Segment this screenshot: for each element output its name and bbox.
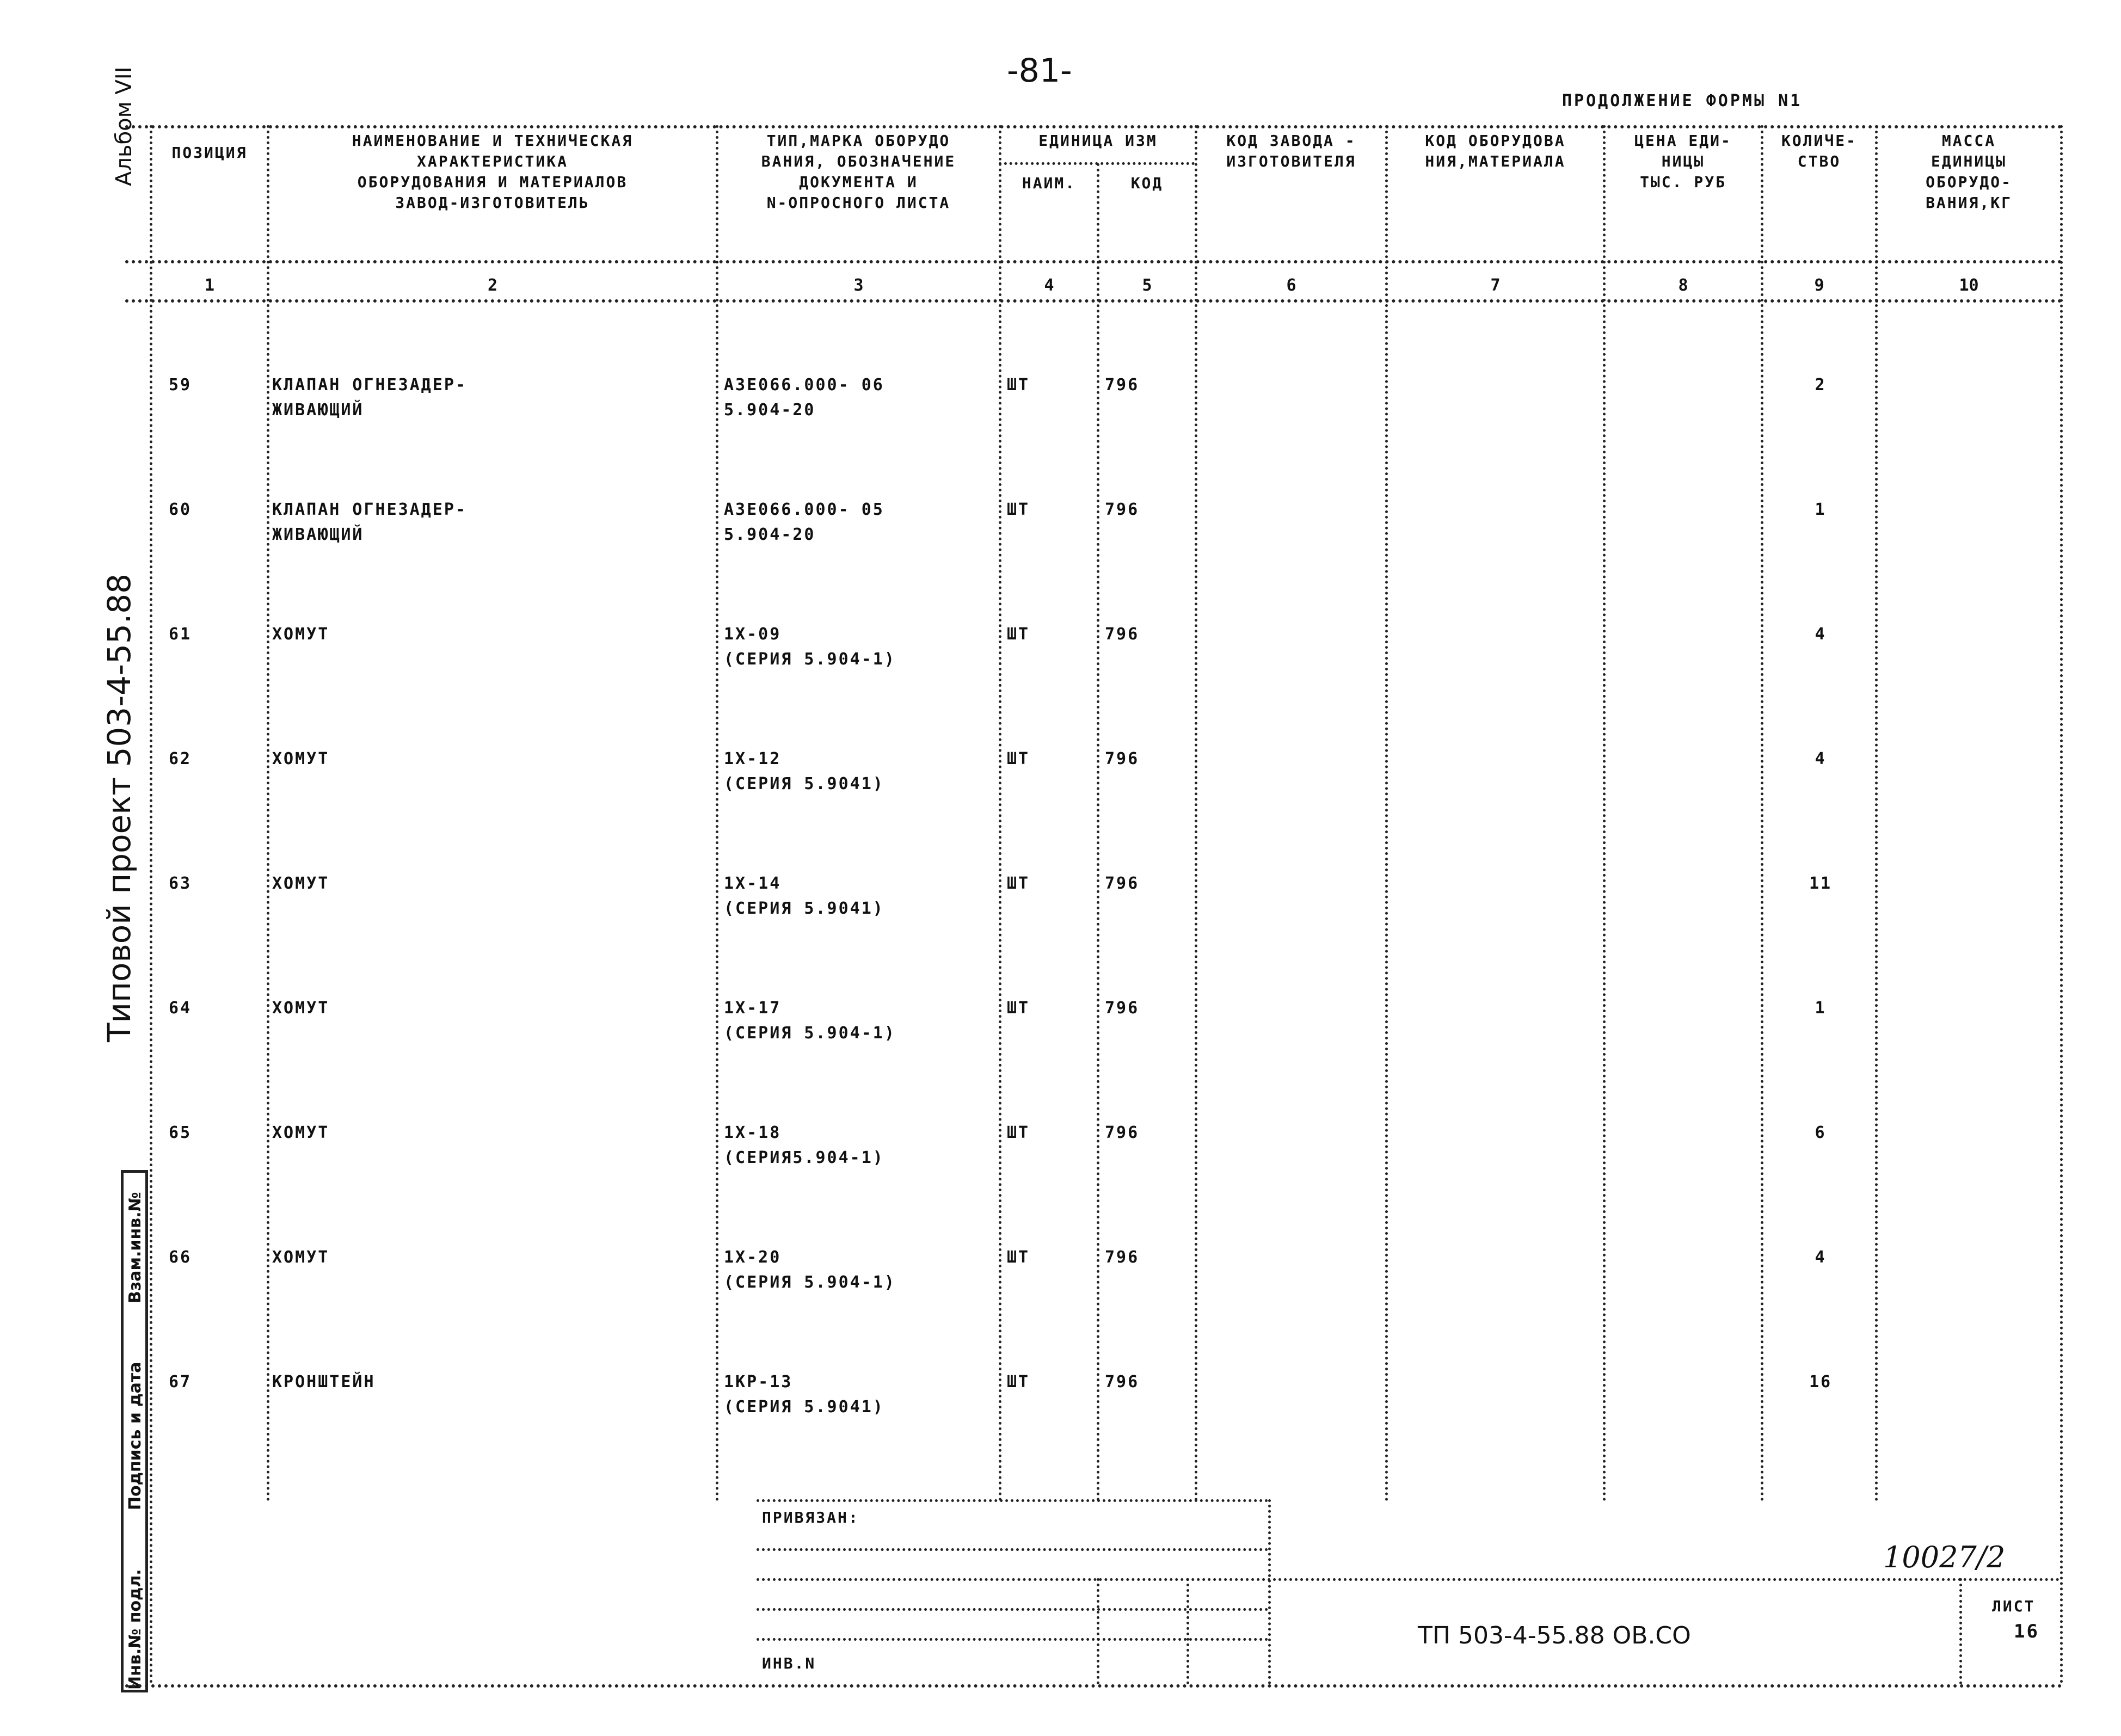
cell-position: 66 [169,1248,192,1267]
cell-quantity: 4 [1815,625,1827,644]
cell-type: 1Х-12 (СЕРИЯ 5.9041) [724,749,884,793]
stamp-line [757,1578,2060,1581]
cell-type: 1КР-13 (СЕРИЯ 5.9041) [724,1372,884,1417]
col-line [716,125,718,1502]
cell-code: 796 [1105,625,1140,644]
col-line [999,125,1001,1502]
cell-unit: ШТ [1007,1123,1030,1142]
cell-unit: ШТ [1007,500,1030,519]
page-number: -81- [1007,52,1072,90]
cell-quantity: 1 [1815,999,1827,1018]
stamp-line [757,1638,1268,1641]
header-unit-name: НАИМ. [1022,174,1077,192]
cell-name: КРОНШТЕЙН [272,1372,376,1392]
stamp-line [1268,1499,1271,1684]
handwritten-number: 10027/2 [1883,1540,2006,1574]
signature-date-label: Подпись и дата [126,1362,145,1510]
cell-position: 59 [169,375,192,395]
cell-unit: ШТ [1007,625,1030,644]
privyazan-label: ПРИВЯЗАН: [762,1509,859,1526]
inv-label: Инв.№ подл. [126,1569,145,1690]
col-number: 8 [1678,276,1688,295]
header-bottom-line [125,260,2063,263]
cell-position: 64 [169,999,192,1018]
col-number: 9 [1814,276,1824,295]
cell-quantity: 2 [1815,375,1827,395]
cell-name: ХОМУТ [272,874,330,893]
cell-name: КЛАПАН ОГНЕЗАДЕР- ЖИВАЮЩИЙ [272,375,468,420]
col-number: 10 [1959,276,1979,295]
col-line [1385,125,1388,1502]
cell-code: 796 [1105,874,1140,893]
cell-unit: ШТ [1007,375,1030,395]
header-name: НАИМЕНОВАНИЕ И ТЕХНИЧЕСКАЯ ХАРАКТЕРИСТИКА ОБОРУДОВАНИЯ И МАТЕРИАЛОВ ЗАВОД-ИЗГОТОВИТЕЛЬ [352,132,634,212]
cell-type: 1Х-18 (СЕРИЯ5.904-1) [724,1123,884,1167]
cell-quantity: 16 [1809,1372,1833,1392]
stamp-line [1186,1578,1189,1684]
col-line [1875,125,1878,1502]
cell-name: ХОМУТ [272,749,330,768]
col-line [2060,125,2063,1684]
cell-code: 796 [1105,1372,1140,1392]
stamp-line [757,1548,1268,1551]
cell-position: 63 [169,874,192,893]
cell-code: 796 [1105,500,1140,519]
cell-position: 65 [169,1123,192,1142]
col-number: 6 [1286,276,1296,295]
cell-unit: ШТ [1007,1248,1030,1267]
cell-name: ХОМУТ [272,1123,330,1142]
cell-code: 796 [1105,1123,1140,1142]
cell-name: КЛАПАН ОГНЕЗАДЕР- ЖИВАЮЩИЙ [272,500,468,544]
cell-quantity: 1 [1815,500,1827,519]
header-equipment-code: КОД ОБОРУДОВА НИЯ,МАТЕРИАЛА [1425,132,1566,170]
col-number: 1 [204,276,215,295]
cell-name: ХОМУТ [272,999,330,1018]
cell-type: 1Х-20 (СЕРИЯ 5.904-1) [724,1248,896,1292]
header-mass: МАССА ЕДИНИЦЫ ОБОРУДО- ВАНИЯ,КГ [1926,132,2012,212]
header-unit: ЕДИНИЦА ИЗМ [1038,132,1158,150]
cell-unit: ШТ [1007,999,1030,1018]
document-code: ТП 503-4-55.88 ОВ.СО [1418,1622,1691,1649]
col-number: 2 [487,276,498,295]
cell-position: 61 [169,625,192,644]
col-line [1603,125,1606,1502]
cell-position: 60 [169,500,192,519]
cell-quantity: 11 [1809,874,1833,893]
stamp-line [1097,1578,1099,1684]
col-line [1761,125,1763,1502]
stamp-line [757,1608,1268,1611]
col-number: 3 [853,276,864,295]
numbers-bottom-line [125,299,2063,303]
header-position: ПОЗИЦИЯ [171,144,248,162]
sheet-number: 16 [2014,1621,2039,1642]
cell-name: ХОМУТ [272,1248,330,1267]
col-line [150,125,152,1684]
unit-sub-line [999,162,1195,165]
cell-code: 796 [1105,375,1140,395]
replace-inv-label: Взам.инв.№ [126,1192,145,1303]
cell-unit: ШТ [1007,749,1030,768]
cell-quantity: 4 [1815,1248,1827,1267]
col-number: 4 [1044,276,1054,295]
cell-unit: ШТ [1007,874,1030,893]
col-number: 7 [1490,276,1501,295]
cell-position: 67 [169,1372,192,1392]
signature-side-box [121,1170,148,1692]
table-top-line [125,125,2063,128]
cell-type: 1Х-14 (СЕРИЯ 5.9041) [724,874,884,918]
cell-name: ХОМУТ [272,625,330,644]
stamp-line [757,1499,1268,1502]
header-type: ТИП,МАРКА ОБОРУДО ВАНИЯ, ОБОЗНАЧЕНИЕ ДОКУМЕНТА И N-ОПРОСНОГО ЛИСТА [761,132,956,212]
cell-code: 796 [1105,1248,1140,1267]
header-price: ЦЕНА ЕДИ- НИЦЫ ТЫС. РУБ [1634,132,1732,191]
album-label: Альбом VII [112,66,137,186]
form-continuation-title: ПРОДОЛЖЕНИЕ ФОРМЫ N1 [1562,91,1803,110]
col-number: 5 [1142,276,1152,295]
col-line [1097,163,1099,1502]
cell-quantity: 4 [1815,749,1827,768]
cell-position: 62 [169,749,192,768]
header-unit-code: КОД [1130,174,1164,192]
cell-quantity: 6 [1815,1123,1827,1142]
sheet-label: ЛИСТ [1992,1597,2036,1615]
cell-type: 1Х-09 (СЕРИЯ 5.904-1) [724,625,896,669]
cell-code: 796 [1105,999,1140,1018]
header-quantity: КОЛИЧЕ- СТВО [1781,132,1857,170]
stamp-line [1959,1578,1962,1684]
table-bottom-line [125,1684,2063,1688]
col-line [267,125,269,1502]
inv-number-label: ИНВ.N [762,1654,816,1672]
col-line [1195,125,1197,1502]
cell-type: АЗЕ066.000- 05 5.904-20 [724,500,884,544]
cell-unit: ШТ [1007,1372,1030,1392]
cell-type: 1Х-17 (СЕРИЯ 5.904-1) [724,999,896,1043]
cell-code: 796 [1105,749,1140,768]
cell-type: АЗЕ066.000- 06 5.904-20 [724,375,884,420]
project-label: Типовой проект 503-4-55.88 [101,574,138,1042]
header-factory-code: КОД ЗАВОДА - ИЗГОТОВИТЕЛЯ [1226,132,1356,170]
